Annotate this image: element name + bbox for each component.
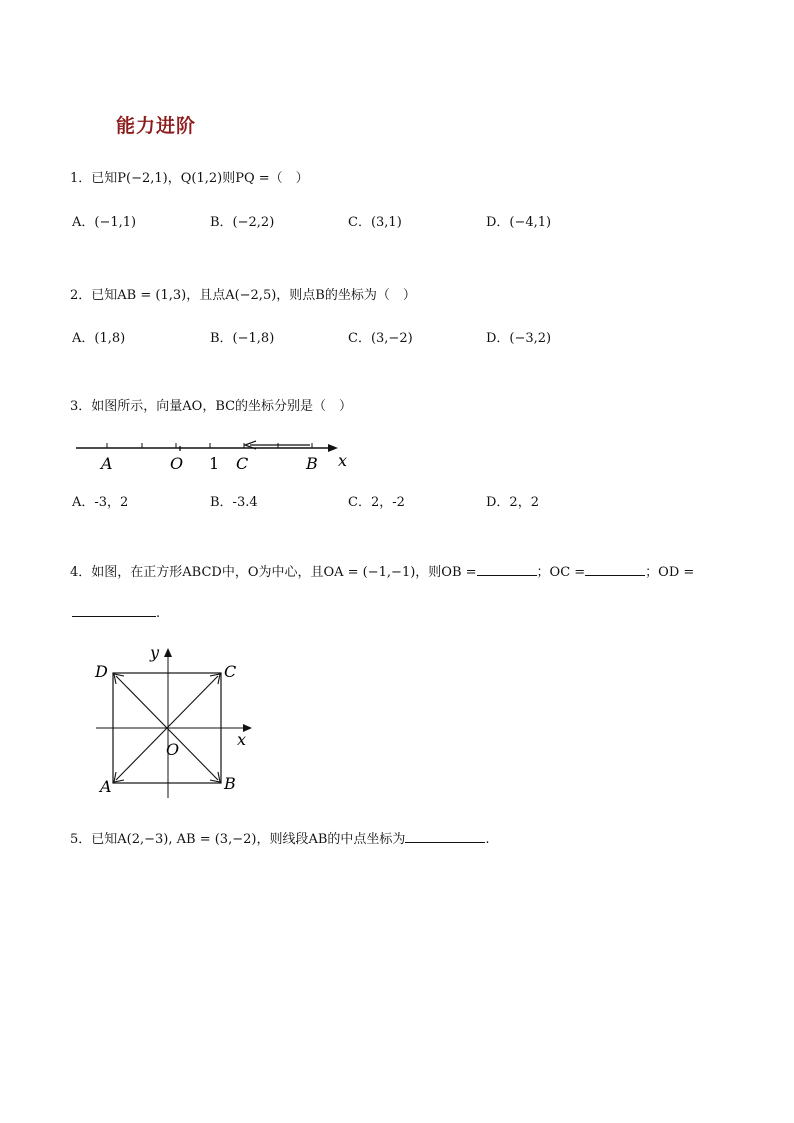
point-b-label: B <box>306 454 318 473</box>
answer-blank-midpoint[interactable] <box>405 830 485 843</box>
square-figure <box>92 644 262 800</box>
label-b: B <box>224 774 236 793</box>
answer-blank-oc[interactable] <box>585 563 645 576</box>
question-1-option-c[interactable]: C．(3,1) <box>348 215 402 230</box>
section-title: 能力进阶 <box>116 115 197 137</box>
question-4-end: . <box>156 606 161 621</box>
question-2-option-b[interactable]: B．(−1,8) <box>210 331 275 346</box>
question-4-text-3: ；OD = <box>645 565 695 580</box>
question-3-stem: 3．如图所示，向量AO，BC的坐标分别是（ ） <box>70 399 353 414</box>
label-x-axis: x <box>237 730 247 749</box>
question-1-option-d[interactable]: D．(−4,1) <box>486 215 552 230</box>
question-1-stem: 1．已知P(−2,1)，Q(1,2)则PQ =（ ） <box>70 171 309 186</box>
question-2-option-a[interactable]: A．(1,8) <box>72 331 126 346</box>
axis-arrowhead <box>328 444 338 452</box>
question-5-stem <box>70 830 490 849</box>
question-3-option-c[interactable]: C．2，-2 <box>348 495 405 510</box>
y-axis-arrowhead <box>164 648 172 657</box>
label-y-axis: y <box>150 644 160 662</box>
number-line-figure <box>70 436 370 476</box>
question-2-option-d[interactable]: D．(−3,2) <box>486 331 552 346</box>
question-1-option-a[interactable]: A．(−1,1) <box>72 215 137 230</box>
label-a: A <box>100 777 112 796</box>
answer-blank-ob[interactable] <box>477 563 537 576</box>
question-4-continuation <box>72 604 160 623</box>
question-3-option-d[interactable]: D．2，2 <box>486 495 539 510</box>
question-3-option-a[interactable]: A．-3，2 <box>72 495 129 510</box>
vector-oc <box>167 676 218 728</box>
question-2-option-c[interactable]: C．(3,−2) <box>348 331 413 346</box>
question-4-stem <box>70 563 694 582</box>
question-4-text-1: 4．如图，在正方形ABCD中，O为中心，且OA = (−1,−1)，则OB = <box>70 565 477 580</box>
label-o: O <box>166 740 180 759</box>
question-5-text: 5．已知A(2,−3), AB = (3,−2)，则线段AB的中点坐标为 <box>70 832 406 847</box>
axis-x-label: x <box>338 451 348 470</box>
question-1-option-b[interactable]: B．(−2,2) <box>210 215 275 230</box>
tick-1-label: 1 <box>209 454 220 473</box>
label-c: C <box>224 662 237 681</box>
question-4-text-2: ；OC = <box>536 565 586 580</box>
question-2-stem: 2．已知AB = (1,3)，且点A(−2,5)，则点B的坐标为（ ） <box>70 288 416 303</box>
vector-od <box>116 676 167 728</box>
point-c-label: C <box>236 454 249 473</box>
label-d: D <box>95 662 108 681</box>
vector-oa <box>116 728 167 780</box>
question-5-end: . <box>485 832 490 847</box>
answer-blank-od[interactable] <box>72 604 156 617</box>
point-o-label: O <box>170 454 184 473</box>
point-a-label: A <box>101 454 113 473</box>
question-3-option-b[interactable]: B．-3.4 <box>210 495 258 510</box>
